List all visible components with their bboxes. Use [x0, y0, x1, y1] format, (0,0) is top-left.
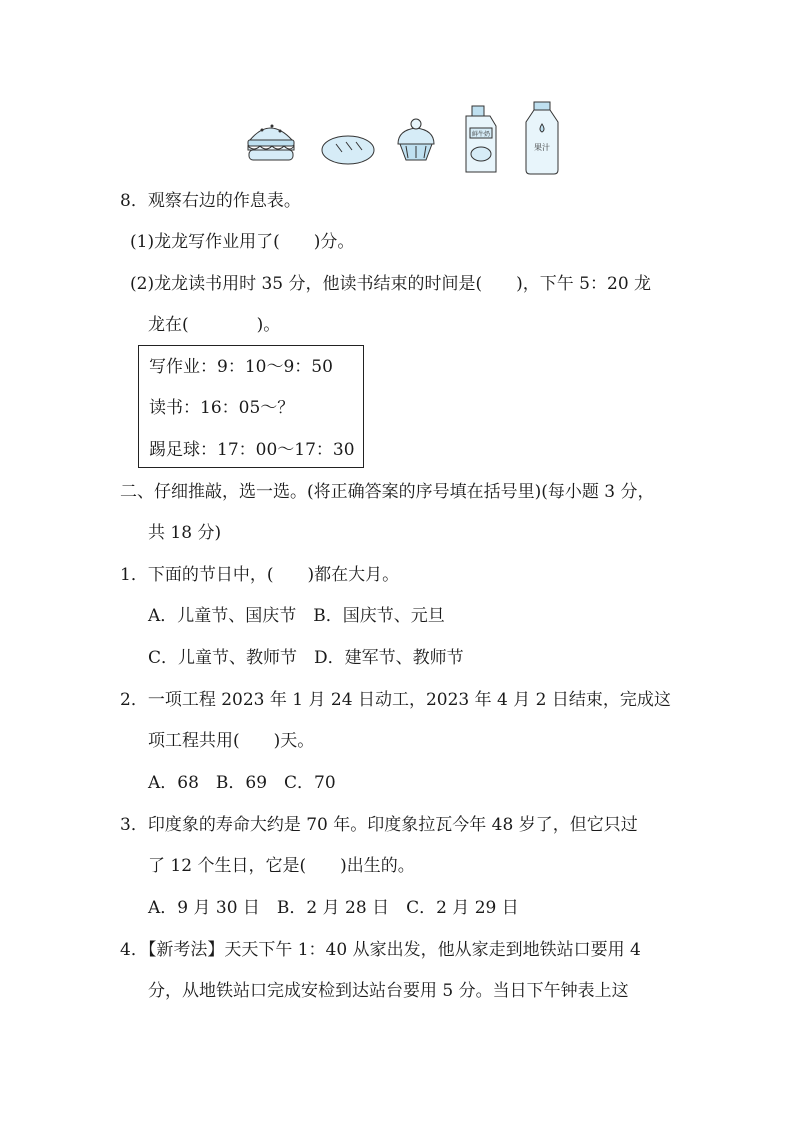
q8-sub2-line2: 龙在( )。 — [148, 315, 281, 335]
schedule-row-homework: 写作业：9：10～9：50 — [149, 357, 333, 377]
juice-label: 果汁 — [534, 143, 550, 152]
section2-heading-line2: 共 18 分) — [148, 523, 222, 543]
section2-heading-line1: 二、仔细推敲，选一选。(将正确答案的序号填在括号里)(每小题 3 分， — [120, 482, 655, 502]
schedule-box — [138, 345, 364, 468]
food-illustration — [240, 98, 580, 176]
q8-sub1: (1)龙龙写作业用了( )分。 — [130, 232, 355, 252]
q4-line1: 4．【新考法】天天下午 1：40 从家出发，他从家走到地铁站口要用 4 — [120, 940, 641, 960]
q4-line2: 分，从地铁站口完成安检到达站台要用 5 分。当日下午钟表上这 — [148, 981, 629, 1001]
cupcake-icon — [398, 119, 434, 160]
juice-bottle-icon — [526, 102, 558, 174]
milk-carton-icon — [466, 106, 496, 172]
q8-sub2-line1: (2)龙龙读书用时 35 分，他读书结束的时间是( )，下午 5：20 龙 — [130, 274, 652, 294]
q3-line2: 了 12 个生日，它是( )出生的。 — [148, 856, 415, 876]
q3-line1: 3．印度象的寿命大约是 70 年。印度象拉瓦今年 48 岁了，但它只过 — [120, 815, 638, 835]
q1-options-row1: A．儿童节、国庆节 B．国庆节、元旦 — [148, 606, 445, 626]
q1-text: 1．下面的节日中，( )都在大月。 — [120, 565, 400, 585]
q2-options: A．68 B．69 C．70 — [148, 773, 336, 793]
q1-options-row2: C．儿童节、教师节 D．建军节、教师节 — [148, 648, 464, 668]
q2-line2: 项工程共用( )天。 — [148, 731, 315, 751]
schedule-row-football: 踢足球：17：00～17：30 — [149, 440, 355, 460]
milk-label: 鲜牛奶 — [471, 131, 491, 138]
q8-title: 8．观察右边的作息表。 — [120, 191, 301, 211]
schedule-row-reading: 读书：16：05～？ — [149, 398, 295, 418]
q3-options: A．9 月 30 日 B．2 月 28 日 C．2 月 29 日 — [148, 898, 519, 918]
bread-icon — [322, 136, 374, 164]
q2-line1: 2．一项工程 2023 年 1 月 24 日动工，2023 年 4 月 2 日结束，完成这 — [120, 690, 671, 710]
hamburger-icon — [248, 125, 294, 160]
